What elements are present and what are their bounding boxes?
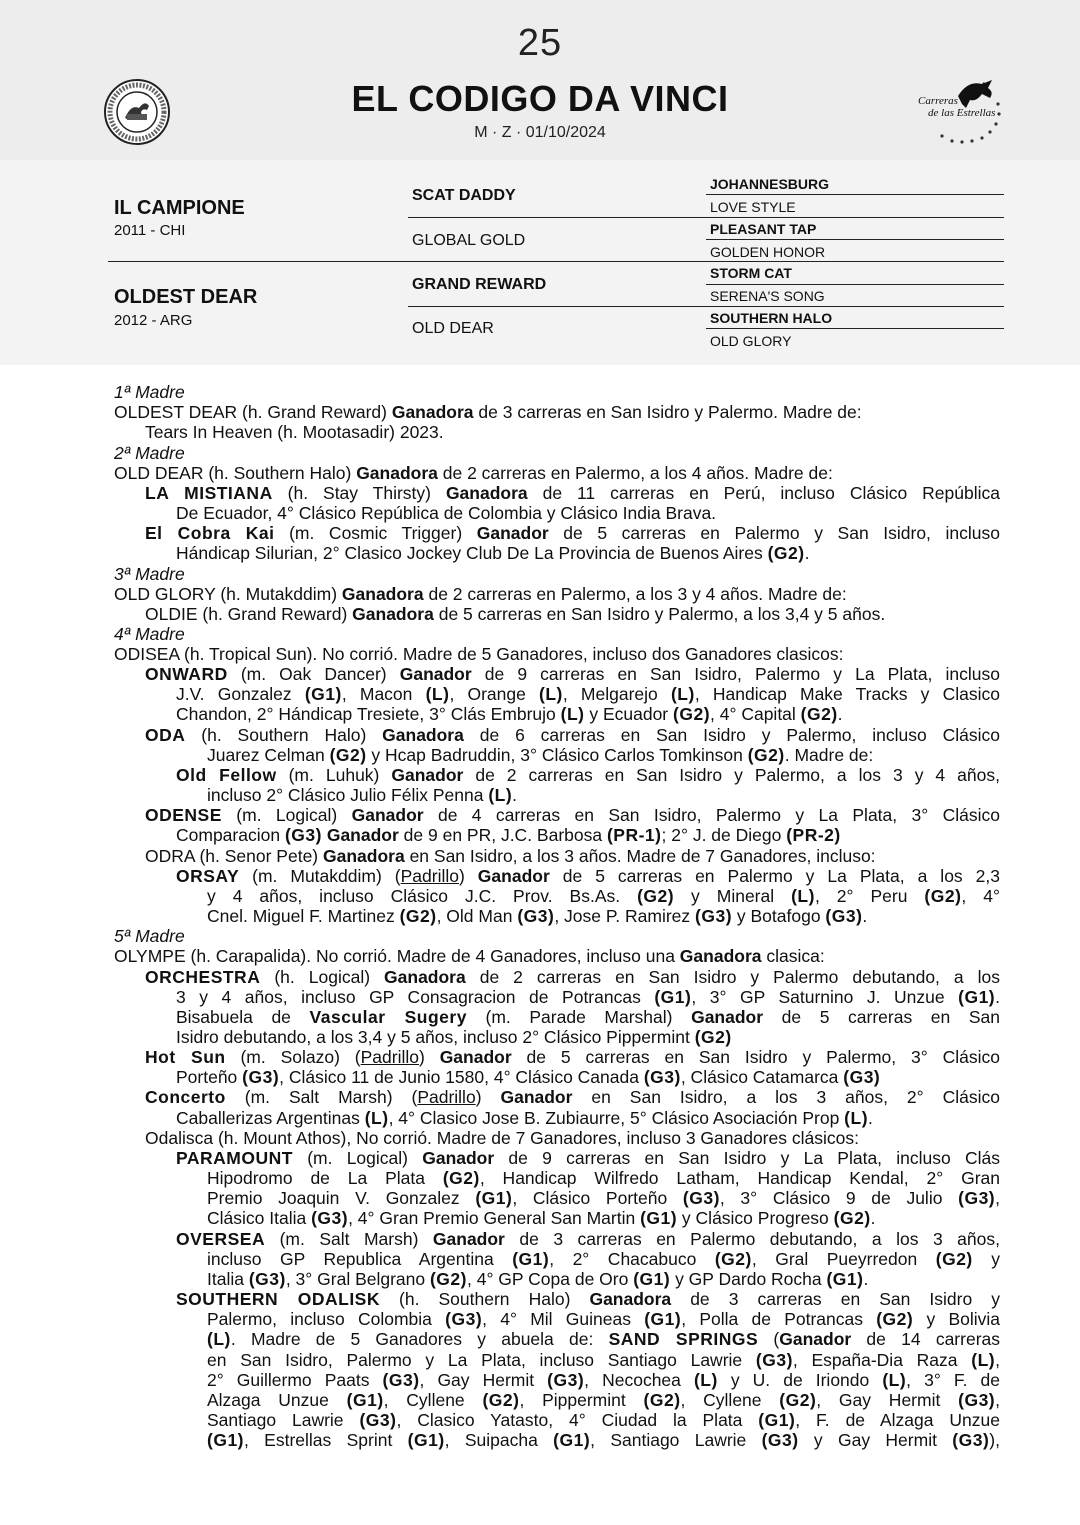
bold-term: (L): [425, 684, 450, 704]
pedigree-divider: [706, 328, 1004, 329]
bold-term: Ganadora: [382, 725, 464, 745]
bold-term: (G1): [958, 987, 996, 1007]
bold-term: (G1): [475, 1188, 513, 1208]
pedigree-divider: [706, 306, 1004, 307]
bold-term: (G1): [304, 684, 342, 704]
bold-term: Ganadora: [679, 946, 762, 966]
bold-term: Ganador: [391, 765, 464, 785]
bold-term: (G1): [207, 1430, 244, 1450]
dam-heading: 2ª Madre: [114, 443, 185, 463]
bold-term: (G3): [359, 1410, 397, 1430]
bold-term: Ganador: [500, 1087, 573, 1107]
bold-term: Hot Sun: [145, 1047, 226, 1067]
underlined-term: Padrillo: [417, 1087, 476, 1107]
bold-term: (L): [560, 704, 585, 724]
family-line: Hipodromo de La Plata (G2), Handicap Wilfredo Latham, Handicap Kendal, 2° Gran: [207, 1168, 1000, 1188]
family-line: Hot Sun (m. Solazo) (Padrillo) Ganador de 5 carreras en San Isidro y Palermo, 3° Clásico: [145, 1047, 1000, 1067]
family-line: ODA (h. Southern Halo) Ganadora de 6 carreras en San Isidro y Palermo, incluso Clásico: [145, 725, 1000, 745]
pedigree-gen3-2: LOVE STYLE: [710, 199, 796, 215]
dam-heading: 1ª Madre: [114, 382, 185, 402]
bold-term: (G2): [714, 1249, 752, 1269]
bold-term: (G3): [643, 1067, 681, 1087]
pedigree-gen3-1: JOHANNESBURG: [710, 176, 830, 192]
family-line: Cnel. Miguel F. Martinez (G2), Old Man (G3), Jose P. Ramirez (G3) y Botafogo (G3).: [207, 906, 868, 926]
dam-name: OLDEST DEAR: [114, 286, 258, 308]
bold-term: (PR-1): [606, 825, 662, 845]
bold-term: SAND SPRINGS: [608, 1329, 759, 1349]
family-line: 2° Guillermo Paats (G3), Gay Hermit (G3), Necochea (L) y U. de Iriondo (L), 3° F. de: [207, 1370, 1000, 1390]
bold-term: (G1): [644, 1309, 682, 1329]
bold-term: (L): [693, 1370, 718, 1390]
family-line: Concerto (m. Salt Marsh) (Padrillo) Ganador en San Isidro, a los 3 años, 2° Clásico: [145, 1087, 1000, 1107]
family-line: ODENSE (m. Logical) Ganador de 4 carreras en San Isidro, Palermo y La Plata, 3° Clásico: [145, 805, 1000, 825]
bold-term: (PR-2): [786, 825, 841, 845]
pedigree-divider: [408, 306, 706, 307]
bold-term: (G3): [284, 825, 322, 845]
bold-term: (G3): [843, 1067, 881, 1087]
pedigree-gen2-1: SCAT DADDY: [412, 187, 516, 204]
bold-term: Ganadora: [384, 967, 466, 987]
sire-name: IL CAMPIONE: [114, 197, 245, 219]
family-line: SOUTHERN ODALISK (h. Southern Halo) Ganadora de 3 carreras en San Isidro y: [176, 1289, 1001, 1309]
bold-term: (L): [791, 886, 815, 906]
bold-term: Ganadora: [356, 463, 438, 483]
bold-term: (G2): [924, 886, 962, 906]
sire-info: 2011 - CHI: [114, 222, 186, 239]
bold-term: Ganador: [779, 1329, 852, 1349]
family-line: ONWARD (m. Oak Dancer) Ganador de 9 carreras en San Isidro, Palermo y La Plata, incluso: [145, 664, 1000, 684]
family-line: Premio Joaquin V. Gonzalez (G1), Clásico Porteño (G3), 3° Clásico 9 de Julio (G3),: [207, 1188, 1000, 1208]
bold-term: Ganadora: [323, 846, 405, 866]
bold-term: (G2): [482, 1390, 520, 1410]
family-line: incluso GP Republica Argentina (G1), 2° Chacabuco (G2), Gral Pueyrredon (G2) y: [207, 1249, 1000, 1269]
pedigree-divider: [408, 217, 706, 218]
bold-term: (G3): [761, 1430, 799, 1450]
bold-term: (L): [488, 785, 513, 805]
family-line: ODRA (h. Senor Pete) Ganadora en San Isidro, a los 3 años. Madre de 7 Ganadores, incluso:: [145, 846, 876, 866]
bold-term: (G2): [694, 1027, 732, 1047]
family-line: Clásico Italia (G3), 4° Gran Premio General San Martin (G1) y Clásico Progreso (G2).: [207, 1208, 876, 1228]
family-line: OVERSEA (m. Salt Marsh) Ganador de 3 carreras en Palermo debutando, a los 3 años,: [176, 1229, 1000, 1249]
family-line: Odalisca (h. Mount Athos), No corrió. Madre de 7 Ganadores, incluso 3 Ganadores clásicos:: [145, 1128, 859, 1148]
bold-term: PARAMOUNT: [176, 1148, 293, 1168]
bold-term: (G3): [445, 1309, 483, 1329]
family-line: Comparacion (G3) Ganador de 9 en PR, J.C. Barbosa (PR-1); 2° J. de Diego (PR-2): [176, 825, 841, 845]
pedigree-gen3-3: PLEASANT TAP: [710, 221, 817, 237]
bold-term: (G2): [399, 906, 437, 926]
bold-term: (G2): [779, 1390, 817, 1410]
family-line: Italia (G3), 3° Gral Belgrano (G2), 4° GP Copa de Oro (G1) y GP Dardo Rocha (G1).: [207, 1269, 869, 1289]
bold-term: (G3): [958, 1390, 996, 1410]
family-line: y 4 años, incluso Clásico J.C. Prov. Bs.As. (G2) y Mineral (L), 2° Peru (G2), 4°: [207, 886, 1000, 906]
bold-term: (G2): [442, 1168, 480, 1188]
bold-term: Ganadora: [445, 483, 528, 503]
bold-term: (G2): [643, 1390, 681, 1410]
family-line: OLD DEAR (h. Southern Halo) Ganadora de 2 carreras en Palermo, a los 4 años. Madre de:: [114, 463, 833, 483]
dam-heading: 4ª Madre: [114, 624, 185, 644]
breeders-cup-seal-icon: [103, 78, 171, 146]
bold-term: (G3): [755, 1350, 793, 1370]
family-line: OLDIE (h. Grand Reward) Ganadora de 5 carreras en San Isidro y Palermo, a los 3,4 y 5 años.: [145, 604, 886, 624]
lot-number: 25: [517, 22, 563, 64]
pedigree-gen3-8: OLD GLORY: [710, 333, 792, 349]
bold-term: ONWARD: [145, 664, 228, 684]
pedigree-divider: [706, 217, 1004, 218]
bold-term: (G3): [311, 1208, 349, 1228]
bold-term: (G2): [800, 704, 838, 724]
family-line: OLD GLORY (h. Mutakddim) Ganadora de 2 carreras en Palermo, a los 3 y 4 años. Madre de:: [114, 584, 847, 604]
bold-term: SOUTHERN ODALISK: [176, 1289, 380, 1309]
bold-term: Ganador: [399, 664, 472, 684]
bold-term: ORSAY: [176, 866, 240, 886]
family-line: PARAMOUNT (m. Logical) Ganador de 9 carreras en San Isidro y La Plata, incluso Clás: [176, 1148, 1000, 1168]
bold-term: (G1): [640, 1208, 678, 1228]
underlined-term: Padrillo: [400, 866, 459, 886]
pedigree-divider: [706, 194, 1004, 195]
bold-term: Vascular Sugery: [309, 1007, 467, 1027]
bold-term: (L): [207, 1329, 231, 1349]
logo-text-estrellas: de las Estrellas: [928, 107, 996, 119]
pedigree-gen2-4: OLD DEAR: [412, 320, 494, 337]
pedigree-divider: [706, 261, 1004, 262]
family-line: Porteño (G3), Clásico 11 de Junio 1580, 4° Clásico Canada (G3), Clásico Catamarca (G3): [176, 1067, 881, 1087]
bold-term: (G2): [767, 543, 805, 563]
bold-term: ORCHESTRA: [145, 967, 261, 987]
family-line: J.V. Gonzalez (G1), Macon (L), Orange (L), Melgarejo (L), Handicap Make Tracks y Clasico: [176, 684, 1000, 704]
bold-term: (L): [844, 1108, 869, 1128]
bold-term: (G2): [833, 1208, 871, 1228]
bold-term: (G1): [407, 1430, 445, 1450]
bold-term: Ganadora: [352, 604, 434, 624]
dam-info: 2012 - ARG: [114, 312, 193, 329]
bold-term: (L): [670, 684, 695, 704]
bold-term: Ganador: [326, 825, 399, 845]
family-line: incluso 2° Clásico Julio Félix Penna (L).: [207, 785, 518, 805]
bold-term: (G3): [958, 1188, 996, 1208]
family-line: ORSAY (m. Mutakddim) (Padrillo) Ganador de 5 carreras en Palermo y La Plata, a los 2,3: [176, 866, 1000, 886]
bold-term: (G3): [825, 906, 863, 926]
dam-heading: 3ª Madre: [114, 564, 185, 584]
bold-term: Ganadora: [391, 402, 474, 422]
bold-term: (G3): [517, 906, 555, 926]
bold-term: (G2): [876, 1309, 914, 1329]
family-line: Juarez Celman (G2) y Hcap Badruddin, 3° Clásico Carlos Tomkinson (G2). Madre de:: [207, 745, 874, 765]
bold-term: (G2): [429, 1269, 467, 1289]
bold-term: (G1): [346, 1390, 384, 1410]
pedigree-gen3-6: SERENA'S SONG: [710, 288, 825, 304]
family-line: El Cobra Kai (m. Cosmic Trigger) Ganador de 5 carreras en Palermo y San Isidro, incluso: [145, 523, 1000, 543]
pedigree-gen3-5: STORM CAT: [710, 265, 792, 281]
pedigree-gen3-7: SOUTHERN HALO: [710, 310, 833, 326]
bold-term: El Cobra Kai: [145, 523, 275, 543]
pedigree-divider: [706, 239, 1004, 240]
pedigree-gen2-3: GRAND REWARD: [412, 276, 547, 293]
pedigree-gen2-2: GLOBAL GOLD: [412, 232, 526, 249]
family-line: Santiago Lawrie (G3), Clasico Yatasto, 4° Ciudad la Plata (G1), F. de Alzaga Unzue: [207, 1410, 1000, 1430]
carreras-estrellas-logo: [912, 78, 1004, 150]
bold-term: (G3): [242, 1067, 280, 1087]
bold-term: Ganador: [477, 866, 550, 886]
bold-term: OVERSEA: [176, 1229, 266, 1249]
bold-term: (G2): [329, 745, 367, 765]
pedigree-divider: [706, 284, 1004, 285]
bold-term: (G3): [682, 1188, 720, 1208]
bold-term: (G3): [248, 1269, 286, 1289]
family-line: Palermo, incluso Colombia (G3), 4° Mil Guineas (G1), Polla de Potrancas (G2) y Bolivia: [207, 1309, 1001, 1329]
bold-term: ODENSE: [145, 805, 222, 825]
bold-term: (L): [971, 1350, 996, 1370]
bold-term: (G1): [758, 1410, 796, 1430]
bold-term: (L): [882, 1370, 907, 1390]
family-line: OLDEST DEAR (h. Grand Reward) Ganadora de 3 carreras en San Isidro y Palermo. Madre de:: [114, 402, 862, 422]
pedigree-table: [0, 160, 1080, 365]
bold-term: (L): [364, 1108, 389, 1128]
bold-term: (G3): [382, 1370, 420, 1390]
bold-term: Ganadora: [341, 584, 424, 604]
bold-term: Ganador: [432, 1229, 505, 1249]
bold-term: Old Fellow: [176, 765, 277, 785]
family-line: Old Fellow (m. Luhuk) Ganador de 2 carreras en San Isidro y Palermo, a los 3 y 4 años,: [176, 765, 1000, 785]
bold-term: (G3): [547, 1370, 585, 1390]
bold-term: Ganadora: [589, 1289, 672, 1309]
bold-term: Concerto: [145, 1087, 226, 1107]
family-line: Chandon, 2° Hándicap Tresiete, 3° Clás Embrujo (L) y Ecuador (G2), 4° Capital (G2).: [176, 704, 843, 724]
bold-term: (G2): [673, 704, 711, 724]
family-line: Caballerizas Argentinas (L), 4° Clasico Jose B. Zubiaurre, 5° Clásico Asociación Prop (L).: [176, 1108, 873, 1128]
bold-term: (G1): [633, 1269, 671, 1289]
family-line: en San Isidro, Palermo y La Plata, incluso Santiago Lawrie (G3), España-Dia Raza (L),: [207, 1350, 1000, 1370]
family-line: ORCHESTRA (h. Logical) Ganadora de 2 carreras en San Isidro y Palermo debutando, a los: [145, 967, 1000, 987]
family-line: 3 y 4 años, incluso GP Consagracion de Potrancas (G1), 3° GP Saturnino J. Unzue (G1).: [176, 987, 1000, 1007]
bold-term: (G1): [512, 1249, 550, 1269]
bold-term: Ganador: [691, 1007, 764, 1027]
bold-term: (G2): [747, 745, 785, 765]
pedigree-gen3-4: GOLDEN HONOR: [710, 244, 826, 260]
family-line: (L). Madre de 5 Ganadores y abuela de: SAND SPRINGS (Ganador de 14 carreras: [207, 1329, 1001, 1349]
family-line: Tears In Heaven (h. Mootasadir) 2023.: [145, 422, 444, 442]
catalog-header: [0, 0, 1080, 160]
bold-term: (L): [539, 684, 563, 704]
family-line: Alzaga Unzue (G1), Cyllene (G2), Pippermint (G2), Cyllene (G2), Gay Hermit (G3),: [207, 1390, 1000, 1410]
bold-term: (G3): [952, 1430, 990, 1450]
bold-term: Ganador: [439, 1047, 512, 1067]
bold-term: (G2): [637, 886, 675, 906]
bold-term: Ganador: [422, 1148, 495, 1168]
bold-term: Ganador: [476, 523, 549, 543]
bold-term: (G1): [826, 1269, 864, 1289]
underlined-term: Padrillo: [360, 1047, 419, 1067]
family-line: OLYMPE (h. Carapalida). No corrió. Madre de 4 Ganadores, incluso una Ganadora clasica:: [114, 946, 825, 966]
bold-term: ODA: [145, 725, 186, 745]
bold-term: (G3): [695, 906, 733, 926]
dam-heading: 5ª Madre: [114, 926, 185, 946]
bold-term: (G2): [935, 1249, 973, 1269]
bold-term: (G1): [553, 1430, 591, 1450]
horse-name: EL CODIGO DA VINCI: [351, 78, 729, 119]
bold-term: (G1): [654, 987, 692, 1007]
bold-term: Ganador: [351, 805, 424, 825]
family-line: Bisabuela de Vascular Sugery (m. Parade Marshal) Ganador de 5 carreras en San: [176, 1007, 1000, 1027]
family-line: Hándicap Silurian, 2° Clasico Jockey Club De La Provincia de Buenos Aires (G2).: [176, 543, 810, 563]
horse-subtitle: M · Z · 01/10/2024: [474, 124, 606, 141]
logo-text-carreras: Carreras: [918, 95, 958, 107]
family-line: (G1), Estrellas Sprint (G1), Suipacha (G1), Santiago Lawrie (G3) y Gay Hermit (G3)),: [207, 1430, 1000, 1450]
family-line: De Ecuador, 4° Clásico República de Colombia y Clásico India Brava.: [176, 503, 717, 523]
family-line: ODISEA (h. Tropical Sun). No corrió. Madre de 5 Ganadores, incluso dos Ganadores clasicos:: [114, 644, 844, 664]
family-line: LA MISTIANA (h. Stay Thirsty) Ganadora de 11 carreras en Perú, incluso Clásico República: [145, 483, 1000, 503]
bold-term: LA MISTIANA: [145, 483, 273, 503]
family-line: Isidro debutando, a los 3,4 y 5 años, incluso 2° Clásico Pippermint (G2): [176, 1027, 732, 1047]
